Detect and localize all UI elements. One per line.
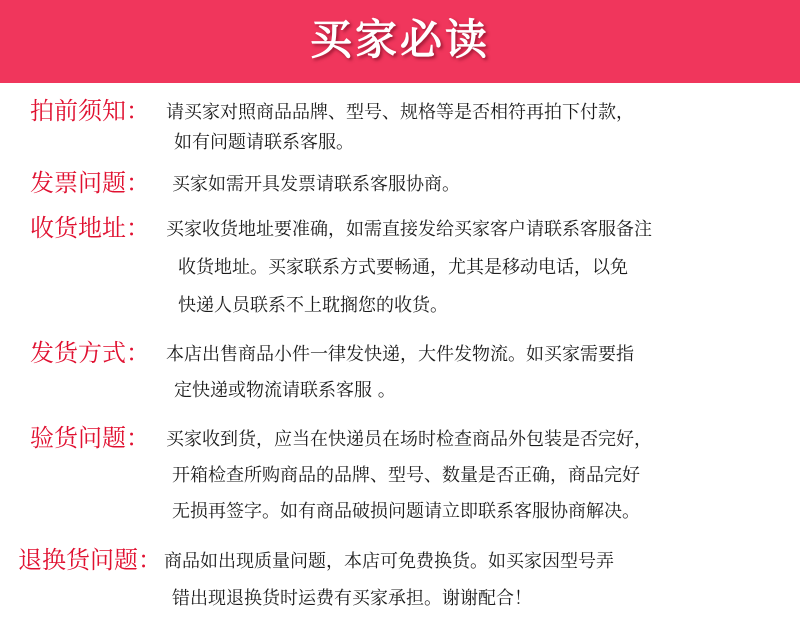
section-text-line: 收货地址。买家联系方式要畅通，尤其是移动电话，以免 [178,257,628,278]
section-text-line: 买家如需开具发票请联系客服协商。 [172,174,460,195]
section-text-line: 买家收货地址要准确，如需直接发给买家客户请联系客服备注 [166,219,652,240]
section-text-line: 无损再签字。如有商品破损问题请立即联系客服协商解决。 [172,501,640,522]
section-text-line: 定快递或物流请联系客服 。 [174,380,396,401]
section-text-line: 快递人员联系不上耽搁您的收货。 [178,295,448,316]
section-label-invoice: 发票问题： [30,169,150,197]
page-title: 买家必读 [309,15,490,64]
section-label-pre-purchase: 拍前须知： [30,97,150,125]
section-text-line: 商品如出现质量问题，本店可免费换货。如买家因型号弄 [164,551,614,572]
section-text-line: 本店出售商品小件一律发快递，大件发物流。如买家需要指 [166,344,634,365]
section-label-returns: 退换货问题： [18,546,162,574]
section-text-line: 请买家对照商品品牌、型号、规格等是否相符再拍下付款， [166,102,634,123]
section-text-line: 如有问题请联系客服。 [174,132,354,153]
section-text-line: 错出现退换货时运费有买家承担。谢谢配合！ [172,588,532,609]
section-label-inspection: 验货问题： [30,424,150,452]
section-text-line: 买家收到货，应当在快递员在场时检查商品外包装是否完好， [166,429,652,450]
section-text-line: 开箱检查所购商品的品牌、型号、数量是否正确，商品完好 [172,465,640,486]
section-label-shipping: 发货方式： [30,339,150,367]
header-banner [0,0,800,83]
section-label-address: 收货地址： [30,214,150,242]
